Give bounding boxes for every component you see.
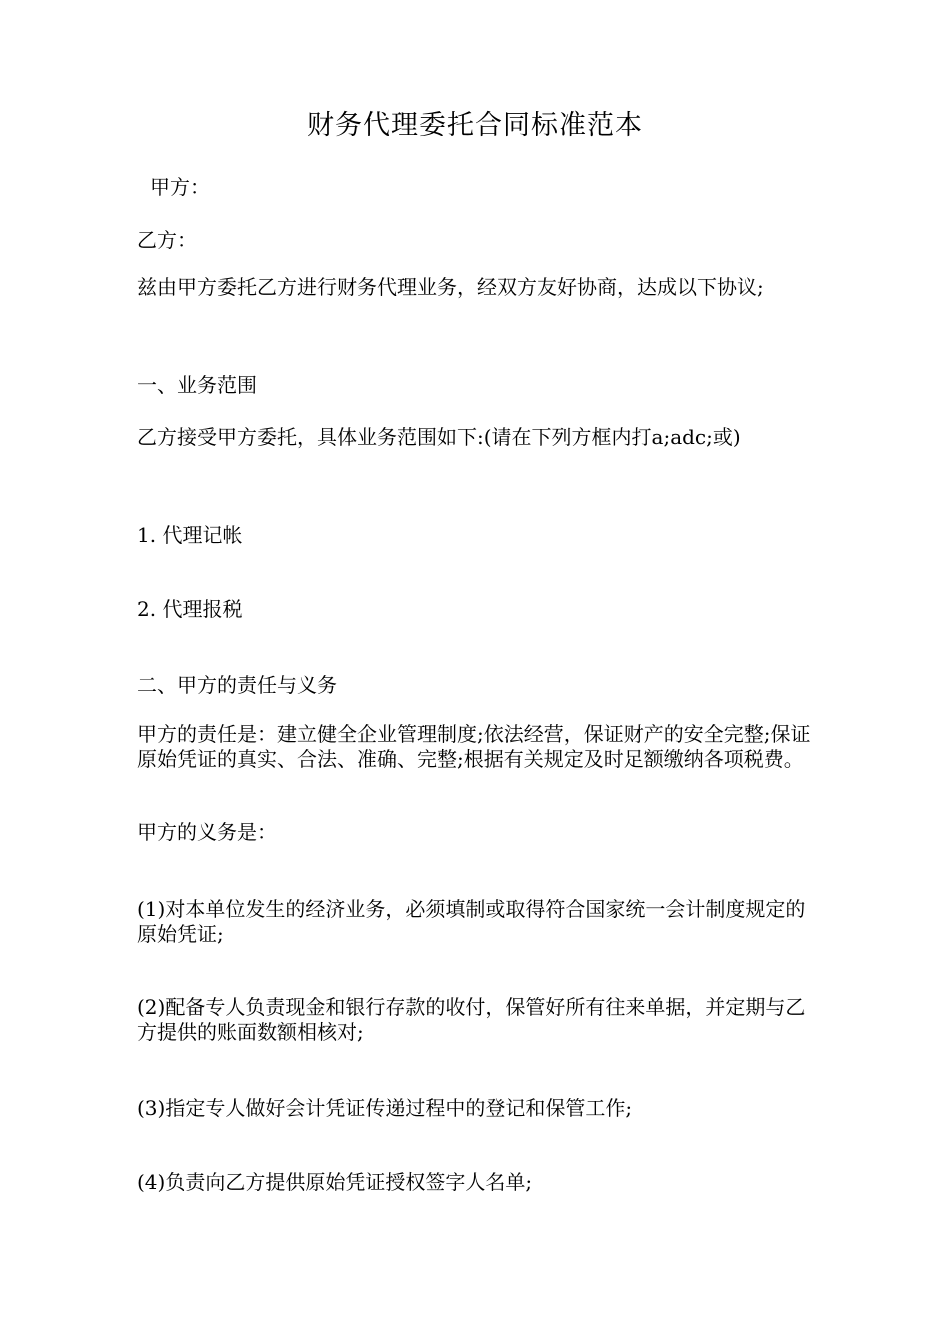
- section-1-item: 2. 代理报税: [137, 597, 243, 621]
- document-title: 财务代理委托合同标准范本: [307, 110, 643, 141]
- obligation-item: (2)配备专人负责现金和银行存款的收付，保管好所有往来单据，并定期与乙方提供的账面数额相核对;: [137, 995, 806, 1044]
- obligation-item: (3)指定专人做好会计凭证传递过程中的登记和保管工作;: [137, 1096, 633, 1120]
- section-1-item: 1. 代理记帐: [137, 523, 243, 547]
- section-2-heading: 二、甲方的责任与义务: [137, 673, 337, 697]
- intro-paragraph: 兹由甲方委托乙方进行财务代理业务，经双方友好协商，达成以下协议;: [137, 275, 764, 299]
- obligation-item: (1)对本单位发生的经济业务，必须填制或取得符合国家统一会计制度规定的原始凭证;: [137, 897, 806, 946]
- section-2-obligation-intro: 甲方的义务是：: [137, 820, 277, 844]
- section-1-text: 乙方接受甲方委托，具体业务范围如下:(请在下列方框内打a;adc;或): [137, 425, 741, 449]
- obligation-item: (4)负责向乙方提供原始凭证授权签字人名单;: [137, 1170, 533, 1194]
- party-a-line: 甲方：: [150, 175, 210, 199]
- party-b-line: 乙方：: [137, 228, 197, 252]
- section-1-heading: 一、业务范围: [137, 373, 257, 397]
- section-2-responsibility: 甲方的责任是：建立健全企业管理制度;依法经营，保证财产的安全完整;保证原始凭证的真实、合法、准确、完整;根据有关规定及时足额缴纳各项税费。: [137, 722, 811, 771]
